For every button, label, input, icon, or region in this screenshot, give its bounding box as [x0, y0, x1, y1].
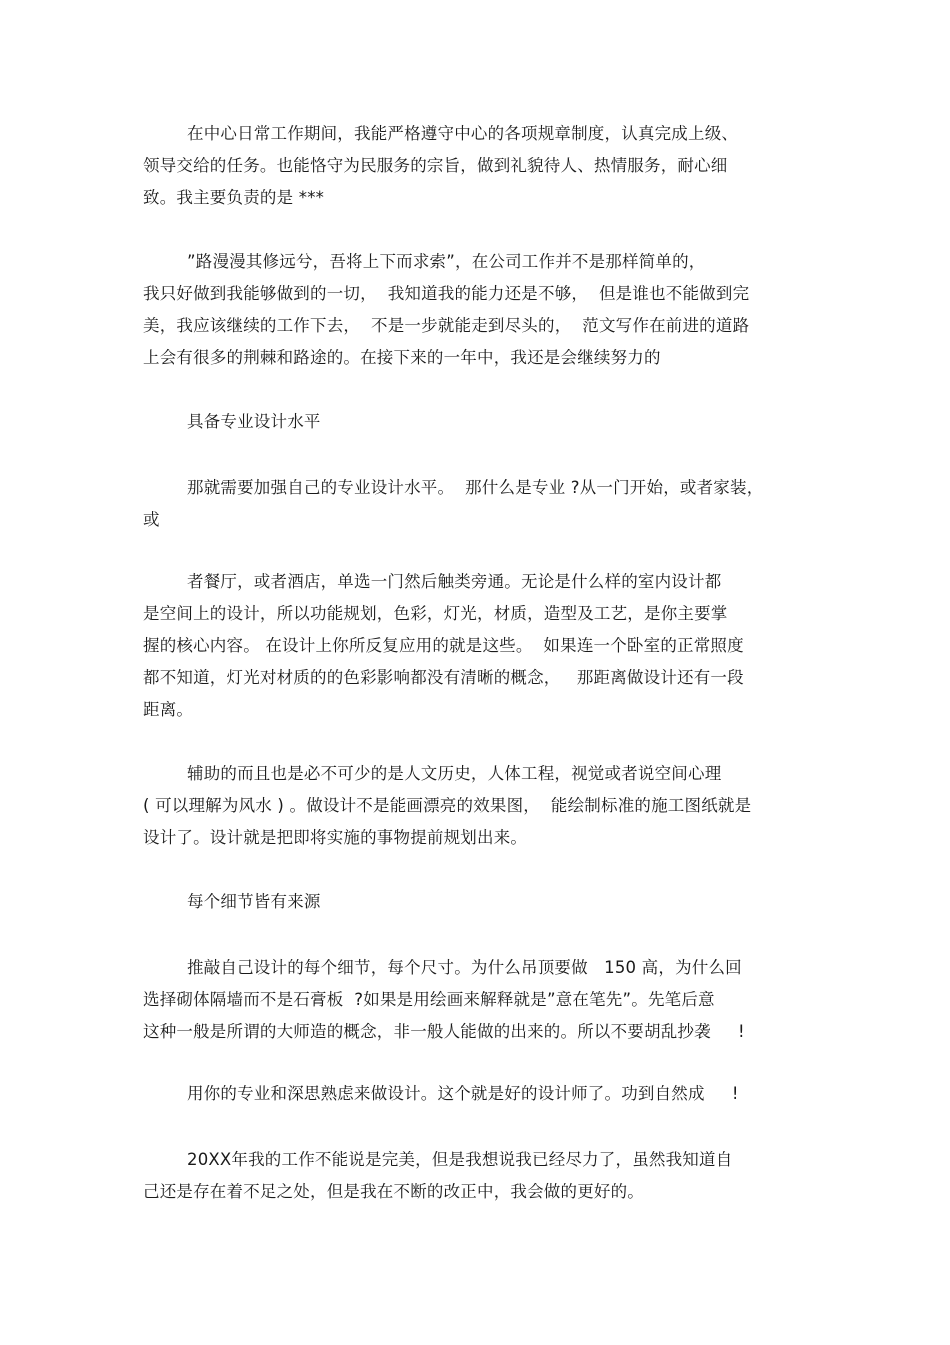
text-line: 选择砌体隔墙而不是石膏板 ?如果是用绘画来解释就是”意在笔先”。先笔后意	[143, 990, 715, 1009]
text-line: 在中心日常工作期间，我能严格遵守中心的各项规章制度，认真完成上级、	[187, 124, 739, 143]
section-heading: 具备专业设计水平	[187, 412, 321, 431]
text-line: 领导交给的任务。也能恪守为民服务的宗旨，做到礼貌待人、热情服务，耐心细	[143, 156, 728, 175]
paragraph-long-road	[143, 246, 823, 374]
paragraph-improve-skill	[143, 472, 823, 536]
text-line: 我只好做到我能够做到的一切， 我知道我的能力还是不够， 但是谁也不能做到完	[143, 284, 750, 303]
text-line: 20XX年我的工作不能说是完美，但是我想说我已经尽力了，虽然我知道自	[187, 1150, 733, 1169]
text-line: 者餐厅，或者酒店，单选一门然后触类旁通。无论是什么样的室内设计都	[187, 572, 722, 591]
paragraph-space-design	[143, 566, 823, 726]
paragraph-summary	[143, 1144, 823, 1208]
text-line: 致。我主要负责的是 ***	[143, 188, 325, 207]
text-line: 用你的专业和深思熟虑来做设计。这个就是好的设计师了。功到自然成 !	[187, 1084, 739, 1103]
text-line: ( 可以理解为风水 ) 。做设计不是能画漂亮的效果图， 能绘制标准的施工图纸就是	[143, 796, 752, 815]
text-line: 设计了。设计就是把即将实施的事物提前规划出来。	[143, 828, 528, 847]
section-heading: 每个细节皆有来源	[187, 892, 321, 911]
heading-detail-source	[143, 886, 823, 918]
paragraph-work-duties	[143, 118, 823, 214]
text-line: ”路漫漫其修远兮，吾将上下而求索”，在公司工作并不是那样简单的，	[187, 252, 706, 271]
text-line: 美，我应该继续的工作下去， 不是一步就能走到尽头的， 范文写作在前进的道路	[143, 316, 750, 335]
text-line: 距离。	[143, 700, 194, 719]
text-line: 那就需要加强自己的专业设计水平。 那什么是专业 ?从一门开始，或者家装，	[187, 478, 764, 497]
paragraph-detail	[143, 952, 823, 1048]
paragraph-auxiliary	[143, 758, 823, 854]
text-line: 都不知道，灯光对材质的的色彩影响都没有清晰的概念， 那距离做设计还有一段	[143, 668, 744, 687]
text-line: 或	[143, 510, 160, 529]
heading-professional-design	[143, 406, 823, 438]
text-line: 是空间上的设计，所以功能规划，色彩，灯光，材质，造型及工艺，是你主要掌	[143, 604, 728, 623]
text-line: 辅助的而且也是必不可少的是人文历史，人体工程，视觉或者说空间心理	[187, 764, 722, 783]
text-line: 推敲自己设计的每个细节，每个尺寸。为什么吊顶要做 150 高，为什么回	[187, 958, 742, 977]
text-line: 这种一般是所谓的大师造的概念，非一般人能做的出来的。所以不要胡乱抄袭 !	[143, 1022, 745, 1041]
paragraph-professional	[143, 1078, 823, 1110]
text-line: 握的核心内容。 在设计上你所反复应用的就是这些。 如果连一个卧室的正常照度	[143, 636, 744, 655]
text-line: 己还是存在着不足之处，但是我在不断的改正中，我会做的更好的。	[143, 1182, 644, 1201]
text-line: 上会有很多的荆棘和路途的。在接下来的一年中，我还是会继续努力的	[143, 348, 661, 367]
